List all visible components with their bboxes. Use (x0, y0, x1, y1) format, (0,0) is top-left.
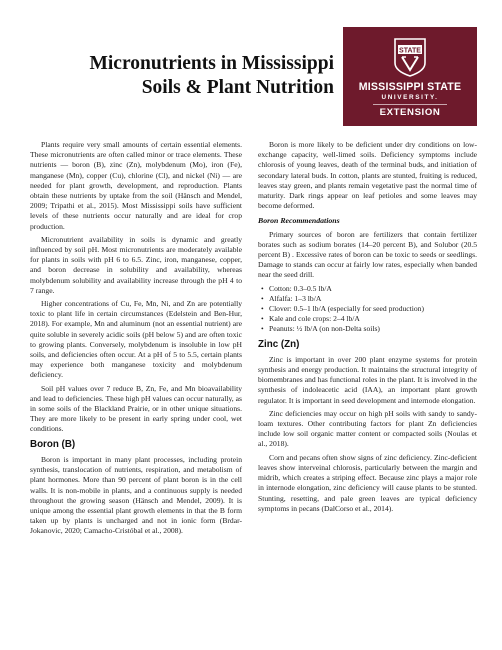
high-ph-paragraph: Soil pH values over 7 reduce B, Zn, Fe, and Mn bioavailability and lead to deficiencies. These high pH values can occur naturally, as in some soils of the Blackland Prairie, or in other unique situations. They are more likely to be present in early spring under cool, wet conditions. (30, 383, 242, 434)
right-column (258, 140, 477, 517)
page-title (0, 52, 334, 100)
list-item: • Clover: 0.5–1 lb/A (especially for seed production) (261, 304, 425, 314)
logo-university-label: UNIVERSITY. (381, 94, 439, 101)
logo-extension-label: EXTENSION (379, 107, 441, 118)
boron-paragraph: Boron is important in many plant processes, including protein synthesis, translocation of nutrients, respiration, and metabolism of plant hormones. More than 90 percent of plant boron is in the cell walls. It is non-mobile in plants, and a continuous supply is needed throughout the growing season (Hänsch and Mendel, 2009). It is unique among the essential plant growth elements in that the B form taken up by plants is uncharged and not in ionic form (Brdar-Jokanovic, 2020; Camacho-Cristóbal et al., 2008). (30, 454, 242, 536)
list-item: • Cotton: 0.3–0.5 lb/A (261, 283, 332, 293)
badge-text: STATE (399, 47, 421, 55)
list-item: • Kale and cole crops: 2–4 lb/A (261, 314, 360, 324)
zinc-deficiency-paragraph: Zinc deficiencies may occur on high pH soils with sandy to sandy-loam textures. Other contributing factors for plant Zn deficiencies include low soil organic matter content or compacted soils (Noulas et al., 2018). (258, 408, 477, 449)
zinc-symptoms-paragraph: Corn and pecans often show signs of zinc deficiency. Zinc-deficient leaves show interveinal chlorosis, particularly between the margin and midrib, which creates a striping effect. Because zinc plays a major role in internode elongation, zinc deficiency will cause plants to be stunted. Stunting, resetting, and pale green leaves are typical deficiency symptoms in pecans (DalCorso et al., 2014). (258, 452, 477, 513)
list-item: • Alfalfa: 1–3 lb/A (261, 293, 322, 303)
title-line-1: Micronutrients in Mississippi (89, 53, 334, 74)
zinc-heading: Zinc (Zn) (258, 338, 300, 350)
boron-heading: Boron (B) (30, 438, 76, 450)
boron-rates-list (258, 284, 477, 335)
msu-extension-logo (343, 27, 477, 126)
ph-availability-paragraph: Micronutrient availability in soils is dynamic and greatly influenced by soil pH. Most micronutrients are moderately available for plants in soils with pH 6 to 6.5. Zinc, iron, manganese, copper, and boron decrease in solubility and availability, whereas molybdenum solubility and availability increase through the pH 4 to 7 range. (30, 234, 242, 295)
boron-recommendations-heading: Boron Recommendations (258, 216, 340, 226)
list-item: • Peanuts: ½ lb/A (on non-Delta soils) (261, 324, 380, 334)
left-column (30, 140, 242, 540)
boron-sources-paragraph: Primary sources of boron are fertilizers that contain fertilizer borates such as sodium borates (14–20 percent B), and Solubor (20.5 percent B) . Excessive rates of boron can be toxic to seeds or seedlings. Damage to stands can occur at fairly low rates, especially when banded near the seed drill. (258, 229, 477, 280)
boron-deficiency-paragraph: Boron is more likely to be deficient under dry conditions on low-exchange capacity, well-limed soils. Deficiency symptoms include chlorosis of young leaves, death of the terminal buds, and initiation of secondary lateral buds. In cotton, plants are stunted, fruiting is reduced, leaves stay green, and plants remain vegetative past the normal time of maturity. Dark rings appear on leaf petioles and some leaves may become deformed. (258, 140, 477, 211)
toxicity-paragraph: Higher concentrations of Cu, Fe, Mn, Ni, and Zn are potentially toxic to plant life in certain circumstances (Edelstein and Ben-Hur, 2018). For example, Mn and aluminum (not an essential nutrient) are quite soluble in severely acidic soils (pH below 5) and are often toxic to growing plants. Conversely, molybdenum is insoluble in low pH soils, and deficiencies often occur. At a pH of 5 to 5.5, certain plants may experience both manganese toxicity and molybdenum deficiency. (30, 299, 242, 380)
intro-paragraph: Plants require very small amounts of certain essential elements. These micronutrients are often called minor or trace elements. These nutrients — boron (B), zinc (Zn), molybdenum (Mo), iron (Fe), manganese (Mn), copper (Cu), chlorine (Cl), and nickel (Ni) — are needed for plant growth, development, and reproduction. Plants obtain these nutrients by uptake from the soil (Hänsch and Mendel, 2009; Tripathi et al., 2015). Most Mississippi soils have sufficient levels of these nutrients occur naturally and are ideal for crop production. (30, 140, 242, 231)
state-badge-icon (393, 37, 427, 77)
title-line-2: Soils & Plant Nutrition (141, 77, 334, 98)
zinc-function-paragraph: Zinc is important in over 200 plant enzyme systems for protein synthesis and energy production. It maintains the structural integrity of biomembranes and has functional roles in the plant. It is involved in the synthesis of indoleacetic acid (IAA), an important plant growth regulator. It is important in seed development and internode elongation. (258, 354, 477, 405)
logo-divider (373, 104, 447, 105)
logo-university-name: MISSISSIPPI STATE (358, 81, 462, 93)
